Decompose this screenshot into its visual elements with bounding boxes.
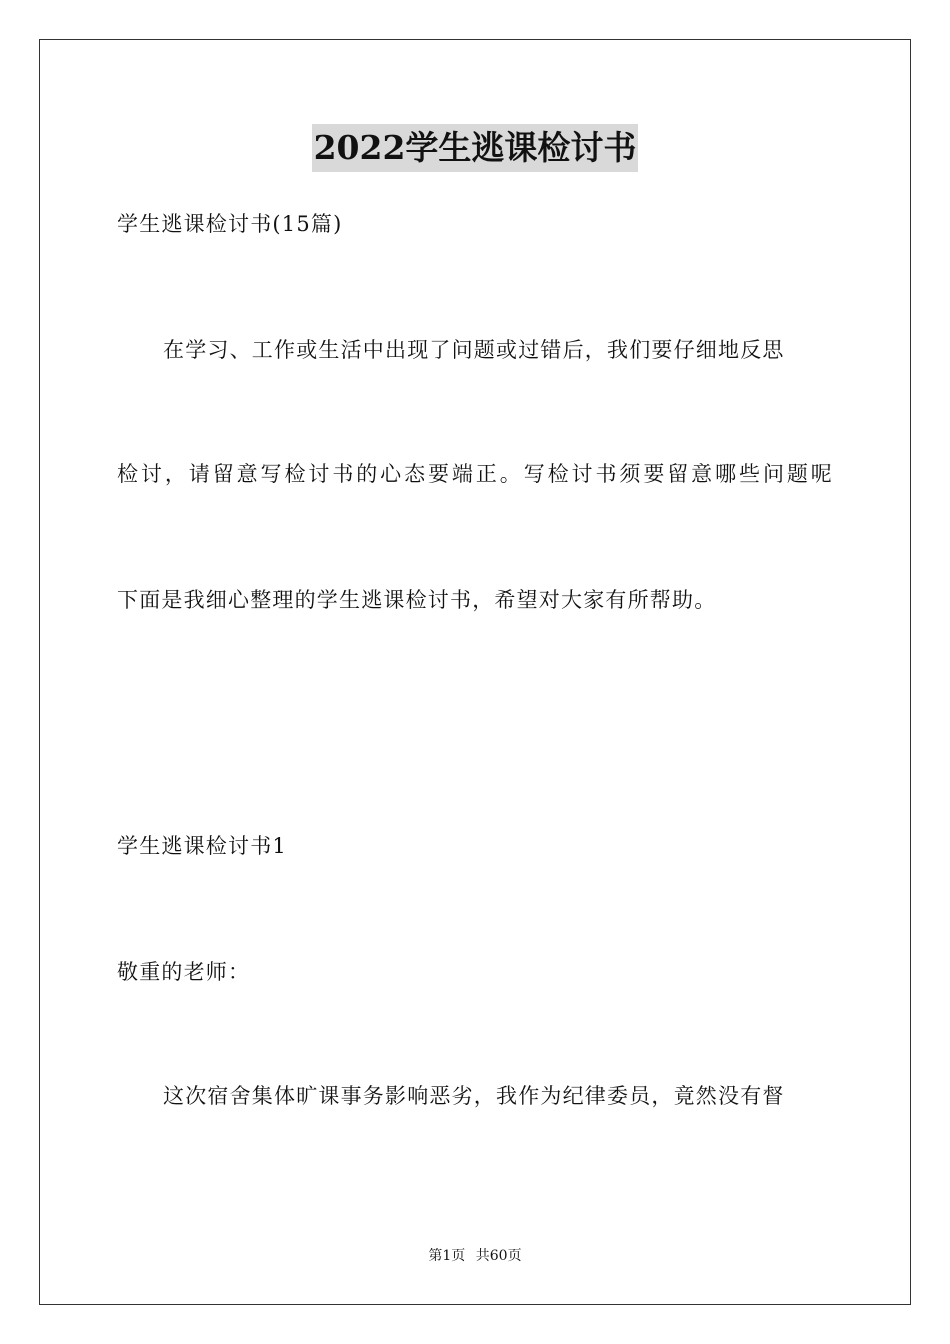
body-line-1: 这次宿舍集体旷课事务影响恶劣，我作为纪律委员，竟然没有督 bbox=[163, 1084, 785, 1108]
title-wrap bbox=[0, 124, 950, 172]
intro-line-2: 检讨，请留意写检讨书的心态要端正。写检讨书须要留意哪些问题呢 bbox=[117, 462, 833, 486]
document-subtitle: 学生逃课检讨书(15篇) bbox=[117, 212, 343, 236]
page-total: 共60页 bbox=[475, 1248, 522, 1264]
page-footer bbox=[0, 1246, 950, 1266]
document-title: 2022学生逃课检讨书 bbox=[312, 124, 639, 172]
intro-line-3: 下面是我细心整理的学生逃课检讨书，希望对大家有所帮助。 bbox=[117, 588, 717, 612]
intro-line-1: 在学习、工作或生活中出现了问题或过错后，我们要仔细地反思 bbox=[163, 338, 785, 362]
page-number: 第1页 bbox=[428, 1248, 466, 1264]
section-heading: 学生逃课检讨书1 bbox=[117, 834, 287, 858]
salutation: 敬重的老师： bbox=[117, 960, 251, 984]
